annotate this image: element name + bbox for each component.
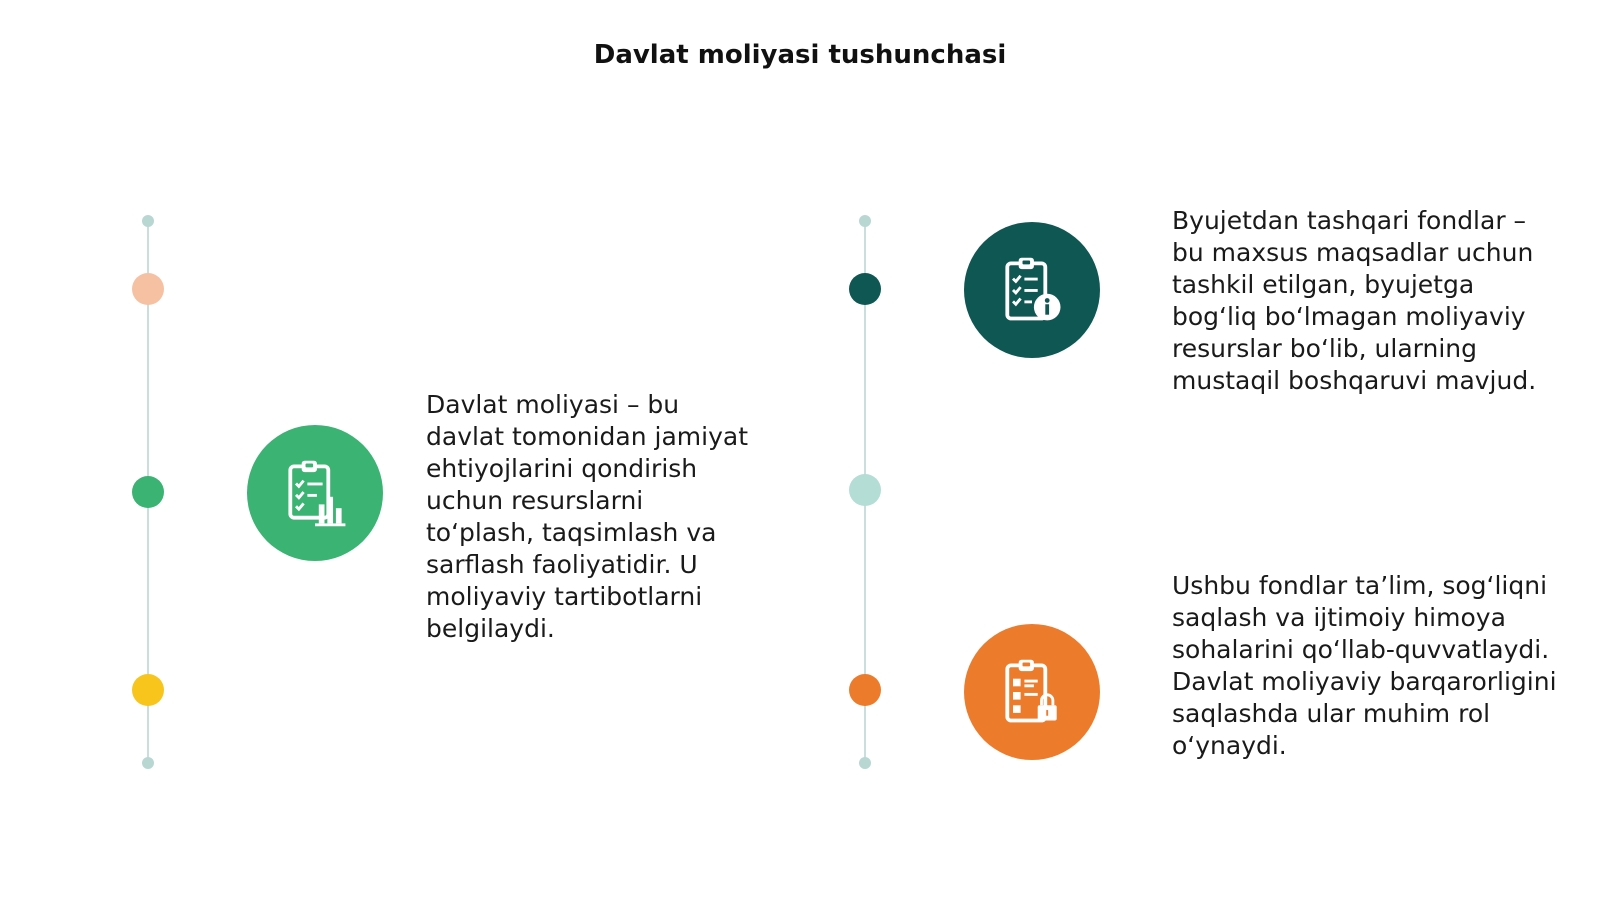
page-title: Davlat moliyasi tushunchasi — [593, 40, 1007, 70]
funds-support-text: Ushbu fondlar ta’lim, sog‘liqni saqlash va ijtimoiy himoya sohalarini qo‘llab-quvvatlaydi. Davlat moliyaviy barqarorligini saqlashda ular muhim rol o‘ynaydi. — [1172, 571, 1557, 760]
clipboard-info-icon — [964, 222, 1100, 358]
extra-budget-funds-text: Byujetdan tashqari fondlar – bu maxsus maqsadlar uchun tashkil etilgan, byujetga bog‘liq bo‘lmagan moliyaviy resurslar bo‘lib, ularning mustaqil boshqaruvi mavjud. — [1172, 206, 1537, 395]
left-timeline-bottom-dot — [142, 757, 154, 769]
left-timeline-peach-dot — [132, 273, 164, 305]
right-timeline-bottom-dot — [859, 757, 871, 769]
clipboard-lock-icon — [964, 624, 1100, 760]
definition-text: Davlat moliyasi – bu davlat tomonidan jamiyat ehtiyojlarini qondirish uchun resurslarni to‘plash, taqsimlash va sarflash faoliyatidir. U moliyaviy tartibotlarni belgilaydi. — [426, 390, 748, 643]
left-timeline-green-dot — [132, 476, 164, 508]
right-timeline-orange-dot — [849, 674, 881, 706]
left-timeline-top-dot — [142, 215, 154, 227]
clipboard-chart-icon — [247, 425, 383, 561]
left-timeline-yellow-dot — [132, 674, 164, 706]
right-timeline-top-dot — [859, 215, 871, 227]
right-timeline-dark-teal-dot — [849, 273, 881, 305]
right-timeline-light-teal-dot — [849, 474, 881, 506]
